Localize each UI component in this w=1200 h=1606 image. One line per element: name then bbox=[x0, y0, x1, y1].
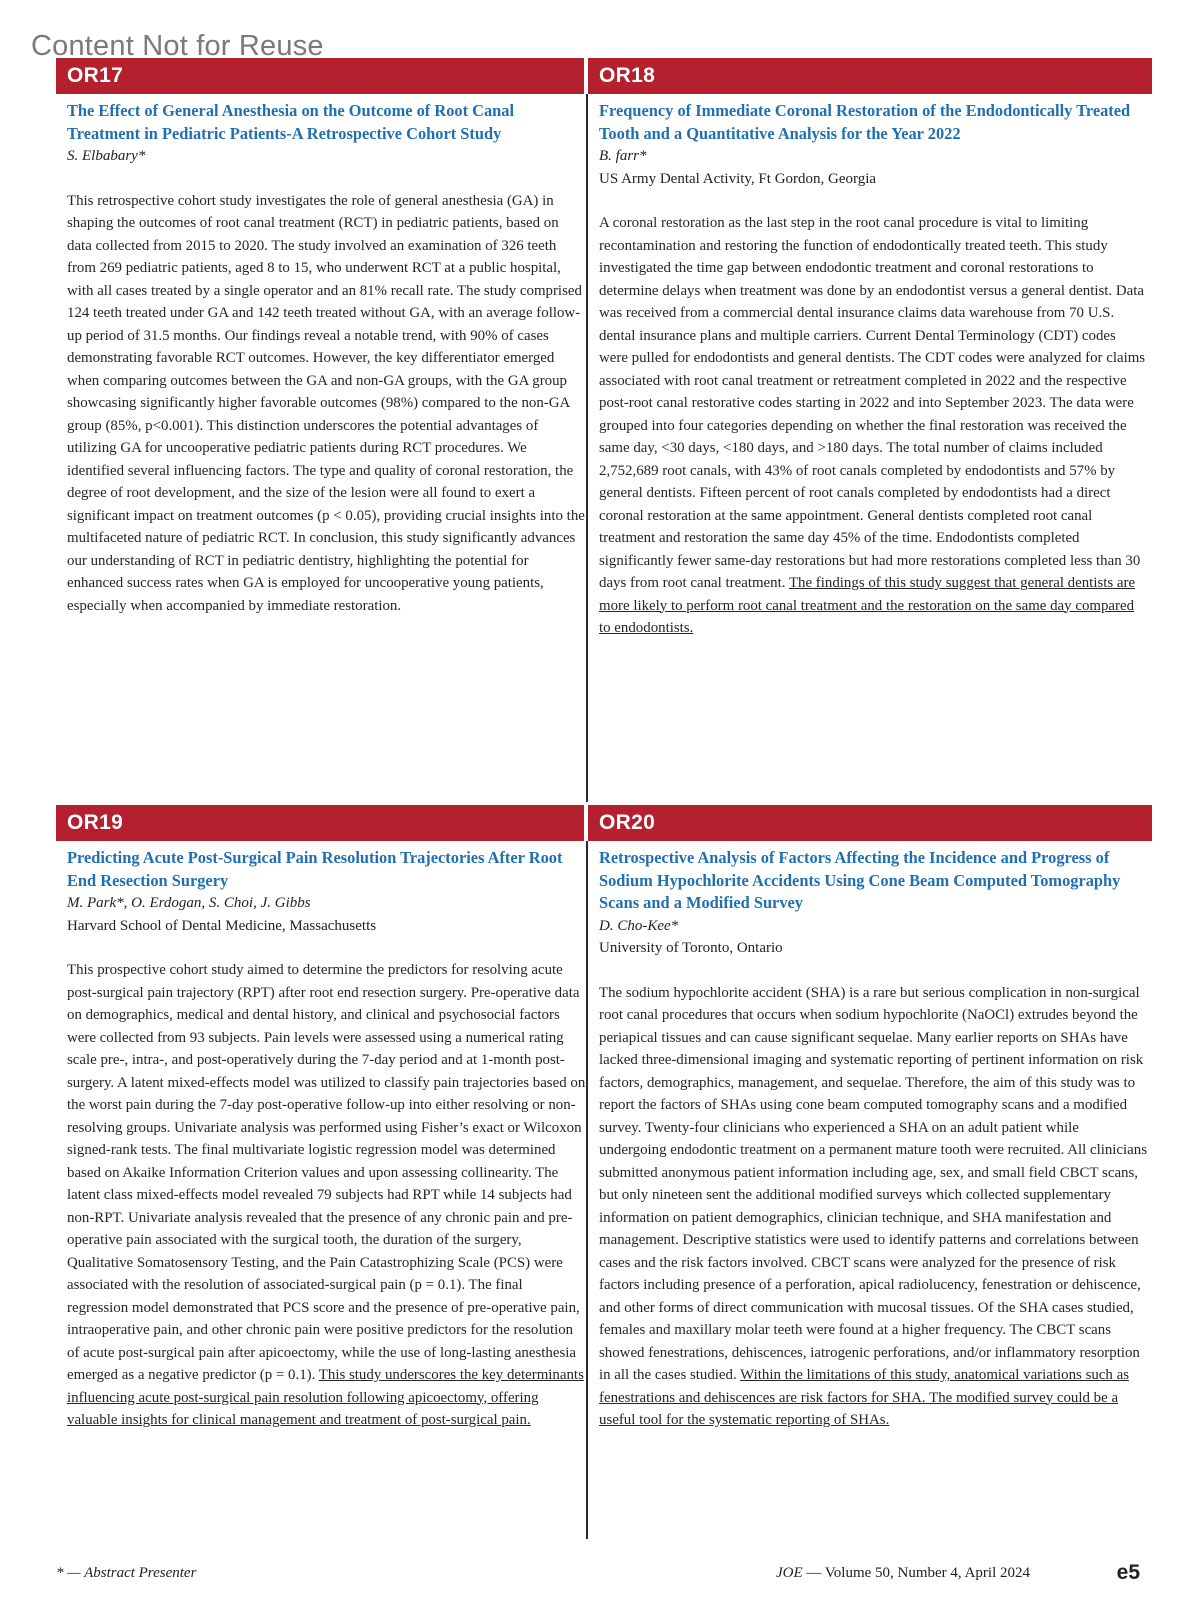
abstract-or19 bbox=[56, 805, 586, 1432]
abstract-title: Retrospective Analysis of Factors Affecting the Incidence and Progress of Sodium Hypochlorite Accidents Using Cone Beam Computed Tomography Scans and a Modified Survey bbox=[599, 848, 1121, 912]
abstract-body bbox=[67, 959, 586, 1432]
abstract-id-band: OR19 bbox=[56, 805, 584, 841]
abstract-affiliation: University of Toronto, Ontario bbox=[599, 940, 783, 956]
abstract-body bbox=[67, 190, 586, 618]
abstract-body bbox=[599, 212, 1148, 640]
abstract-id-band: OR20 bbox=[588, 805, 1152, 841]
abstract-title: The Effect of General Anesthesia on the Outcome of Root Canal Treatment in Pediatric Patients-A Retrospective Cohort Study bbox=[67, 101, 515, 143]
page-footer bbox=[56, 1563, 1152, 1589]
abstract-body-text: This retrospective cohort study investigates the role of general anesthesia (GA) in shaping the outcomes of root canal treatment (RCT) in pediatric patients, based on data collected from 2015 to 2020. The study involved an examination of 326 teeth from 269 pediatric patients, aged 8 to 15, who underwent RCT at a public hospital, with all cases treated by a single operator and an 81% recall rate. The study comprised 124 teeth treated under GA and 142 teeth treated without GA, with an average follow-up period of 31.5 months. Our findings reveal a notable trend, with 90% of cases demonstrating favorable RCT outcomes. However, the key differentiator emerged when comparing outcomes between the GA and non-GA groups, with the GA group showcasing significantly higher favorable outcomes (98%) compared to the non-GA group (85%, p<0.001). This distinction underscores the potential advantages of utilizing GA for uncooperative pediatric patients during RCT procedures. We identified several influencing factors. The type and quality of coronal restoration, the degree of root development, and the size of the lesion were all found to exert a significant impact on treatment outcomes (p < 0.05), providing crucial insights into the multifaceted nature of pediatric RCT. In conclusion, this study significantly advances our understanding of RCT in pediatric dentistry, highlighting the potential for enhanced success rates when GA is employed for uncooperative young patients, especially when accompanied by immediate restoration. bbox=[67, 192, 585, 614]
abstract-or17 bbox=[56, 58, 586, 617]
abstract-authors: D. Cho-Kee* bbox=[599, 917, 679, 934]
watermark-text: Content Not for Reuse bbox=[31, 30, 324, 62]
journal-name: JOE bbox=[776, 1565, 803, 1581]
abstract-or20 bbox=[586, 805, 1152, 1432]
abstract-body-text: This prospective cohort study aimed to determine the predictors for resolving acute post-surgical pain trajectory (RPT) after root end resection surgery. Pre-operative data on demographics, medical and dental history, and clinical and psychosocial factors were collected from 93 subjects. Pain levels were assessed using a numerical rating scale pre-, intra-, and post-operatively during the 7-day period and at 1-month post-surgery. A latent mixed-effects model was utilized to classify pain trajectories based on the worst pain during the 7-day post-operative follow-up into either resolving or non-resolving groups. Univariate analysis was performed using Fisher’s exact or Wilcoxon signed-rank tests. The final multivariate logistic regression model was determined based on Akaike Information Criterion values and upon assessing collinearity. The latent class mixed-effects model revealed 79 subjects had RPT while 14 subjects had non-RPT. Univariate analysis revealed that the presence of any chronic pain and pre-operative pain associated with the surgical tooth, the duration of the surgery, Qualitative Somatosensory Testing, and the Pain Catastrophizing Scale (PCS) were associated with the resolution of associated-surgical pain (p = 0.1). The final regression model demonstrated that PCS score and the presence of pre-operative pain, intraoperative pain, and other chronic pain were positive predictors for the resolution of acute post-surgical pain after apicoectomy, while the use of long-lasting anesthesia emerged as a negative predictor (p = 0.1). bbox=[67, 962, 586, 1383]
presenter-note: * — Abstract Presenter bbox=[56, 1565, 197, 1581]
abstract-affiliation: Harvard School of Dental Medicine, Massachusetts bbox=[67, 917, 377, 934]
abstract-or18 bbox=[586, 58, 1152, 640]
abstract-affiliation: US Army Dental Activity, Ft Gordon, Georgia bbox=[599, 170, 877, 187]
abstract-conclusion-underlined: The findings of this study suggest that general dentists are more likely to perform root canal treatment and the restoration on the same day compared to endodontists. bbox=[599, 575, 1136, 636]
page-number: e5 bbox=[1116, 1561, 1140, 1584]
abstract-conclusion-underlined: This study underscores the key determinants influencing acute post-surgical pain resolution following apicoectomy, offering valuable insights for clinical management and treatment of post-surgical pain. bbox=[67, 1367, 584, 1428]
abstract-row-bottom bbox=[56, 805, 1152, 1539]
abstract-authors: S. Elbabary* bbox=[67, 148, 146, 164]
abstract-title: Frequency of Immediate Coronal Restoration of the Endodontically Treated Tooth and a Quantitative Analysis for the Year 2022 bbox=[599, 101, 1131, 143]
abstract-body-text: A coronal restoration as the last step in the root canal procedure is vital to limiting recontamination and restoring the function of endodontically treated teeth. This study investigated the time gap between endodontic treatment and coronal restorations to determine delays when treatment was done by an endodontist versus a general dentist. Data was received from a commercial dental insurance claims data warehouse from 70 U.S. dental insurance plans and multiple carriers. Current Dental Terminology (CDT) codes were pulled for endodontists and general dentists. The CDT codes were analyzed for claims associated with root canal treatment or retreatment completed in 2022 and the respective post-root canal restorative codes starting in 2022 and into September 2023. The data were grouped into four categories depending on whether the final restoration was received the same day, <30 days, <180 days, and >180 days. The total number of claims included 2,752,689 root canals, with 43% of root canals completed by endodontists and 57% by general dentists. Fifteen percent of root canals completed by endodontists had a direct coronal restoration at the same appointment. General dentists completed root canal treatment and restoration the same day 45% of the time. Endodontists completed significantly fewer same-day restorations but had more restorations completed less than 30 days from root canal treatment. bbox=[599, 215, 1146, 591]
abstract-authors: B. farr* bbox=[599, 148, 647, 164]
abstract-body-text: The sodium hypochlorite accident (SHA) is a rare but serious complication in non-surgical root canal procedures that occurs when sodium hypochlorite (NaOCl) extrudes beyond the periapical tissues and can cause significant sequelae. Many earlier reports on SHAs have lacked three-dimensional imaging and systematic reporting of pertinent information on risk factors, demographics, management, and sequelae. Therefore, the aim of this study was to report the factors of SHAs using cone beam computed tomography scans and a modified survey. Twenty-four clinicians who experienced a SHA on an adult patient while undergoing endodontic treatment on a permanent mature tooth were recruited. All clinicians submitted anonymous patient information including age, sex, and small field CBCT scans, but only nineteen sent the additional modified surveys which collected supplementary information on patient demographics, clinician technique, and SHA manifestation and management. Descriptive statistics were used to identify patterns and correlations between cases and the risk factors involved. CBCT scans were analyzed for the presence of risk factors including presence of a perforation, apical radiolucency, fenestration or dehiscence, and other forms of direct communication with mucosal tissues. Of the SHA cases studied, females and maxillary molar teeth were found at a higher frequency. The CBCT scans showed fenestrations, dehiscences, iatrogenic perforations, and/or inflammatory resorption in all the cases studied. bbox=[599, 984, 1148, 1383]
abstract-conclusion-underlined: Within the limitations of this study, anatomical variations such as fenestrations and dehiscences are risk factors for SHA. The modified survey could be a useful tool for the systematic reporting of SHAs. bbox=[599, 1367, 1129, 1428]
abstract-authors: M. Park*, O. Erdogan, S. Choi, J. Gibbs bbox=[67, 895, 311, 911]
abstract-row-top bbox=[56, 58, 1152, 802]
abstract-body bbox=[599, 982, 1148, 1432]
abstract-title: Predicting Acute Post-Surgical Pain Resolution Trajectories After Root End Resection Surgery bbox=[67, 848, 563, 890]
journal-citation bbox=[776, 1565, 1030, 1582]
abstract-id-band: OR18 bbox=[588, 58, 1152, 94]
journal-issue: — Volume 50, Number 4, April 2024 bbox=[802, 1565, 1031, 1581]
abstract-id-band: OR17 bbox=[56, 58, 584, 94]
